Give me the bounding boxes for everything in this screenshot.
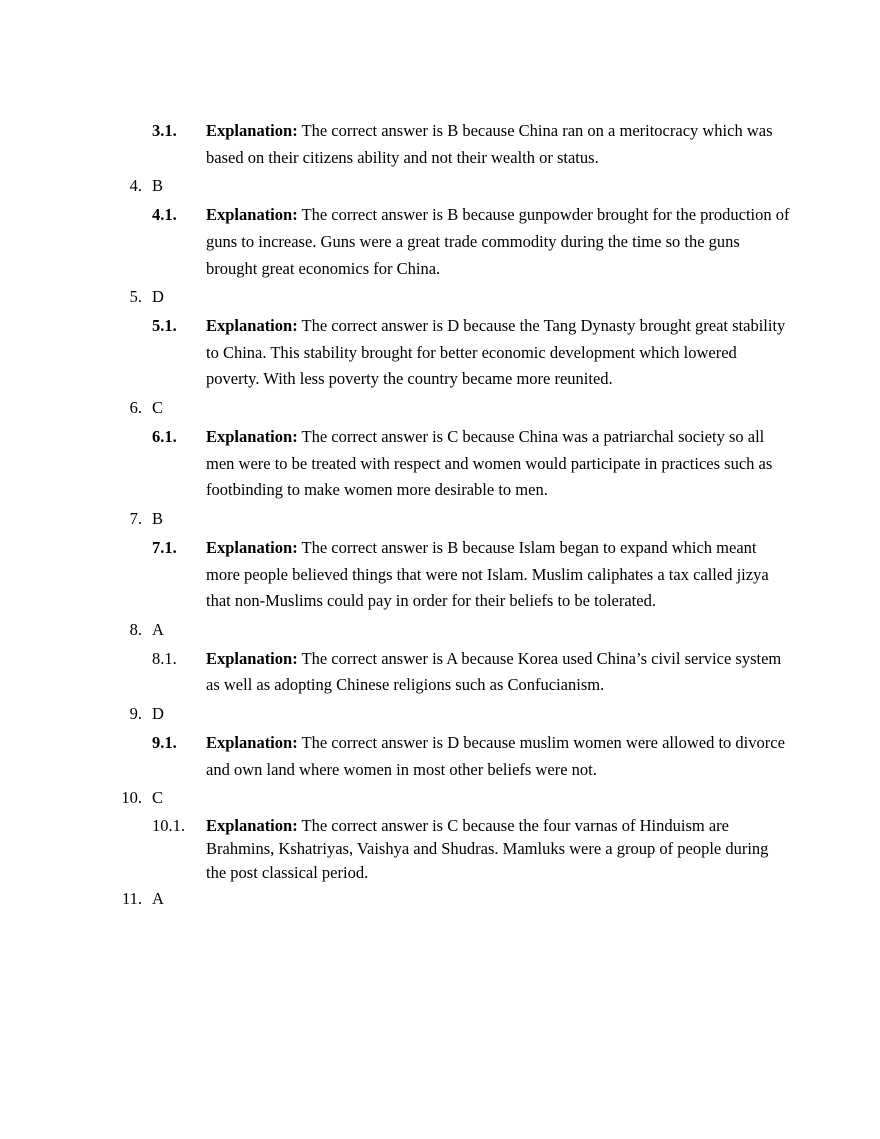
- answer-row: [90, 617, 790, 644]
- answer-letter: A: [152, 619, 164, 639]
- explanation-row: [90, 118, 790, 171]
- answer-number: 8.: [129, 619, 142, 639]
- explanation-number: 9.1.: [152, 732, 177, 752]
- explanation-label: Explanation:: [206, 426, 298, 446]
- explanation-text: The correct answer is B because gunpowder brought for the production of guns to increase. Guns were a great trade commodity during the time so the guns brought great economics for China.: [206, 205, 790, 278]
- answer-row: [90, 506, 790, 533]
- answer-key-list: [90, 118, 790, 913]
- answer-number: 6.: [129, 398, 142, 418]
- explanation-text: The correct answer is D because the Tang Dynasty brought great stability to China. This stability brought for better economic development which lowered poverty. With less poverty the country became more reunited.: [206, 316, 786, 389]
- answer-number: 4.: [129, 176, 142, 196]
- explanation-text: The correct answer is B because Islam began to expand which meant more people believed things that were not Islam. Muslim caliphates a tax called jizya that non-Muslims could pay in order for their beliefs to be tolerated.: [206, 537, 769, 611]
- answer-letter: B: [152, 176, 164, 196]
- explanation-text: The correct answer is D because muslim women were allowed to divorce and own land where women in most other beliefs were not.: [206, 732, 785, 779]
- answer-letter: D: [152, 704, 164, 724]
- answer-row: [90, 701, 790, 728]
- explanation-paragraph: [206, 313, 790, 393]
- explanation-number: 7.1.: [152, 537, 177, 557]
- answer-number: 10.: [121, 788, 142, 808]
- explanation-number: 10.1.: [152, 815, 185, 835]
- explanation-label: Explanation:: [206, 732, 298, 752]
- explanation-text: The correct answer is B because China ran on a meritocracy which was based on their citizens ability and not their wealth or status.: [206, 121, 773, 167]
- answer-number: 5.: [129, 287, 142, 307]
- answer-letter: D: [152, 287, 164, 307]
- answer-row: [90, 785, 790, 812]
- explanation-text: The correct answer is C because China was a patriarchal society so all men were to be treated with respect and women would participate in practices such as footbinding to make women more desirable to men.: [206, 426, 773, 500]
- answer-row: [90, 886, 790, 913]
- explanation-number: 8.1.: [152, 648, 177, 668]
- answer-letter: C: [152, 398, 164, 418]
- explanation-label: Explanation:: [206, 121, 298, 140]
- explanation-paragraph: [206, 424, 790, 504]
- explanation-label: Explanation:: [206, 648, 298, 668]
- explanation-number: 6.1.: [152, 426, 177, 446]
- answer-letter: A: [152, 889, 164, 909]
- explanation-number: 5.1.: [152, 316, 177, 336]
- explanation-label: Explanation:: [206, 205, 298, 225]
- explanation-row: [90, 730, 790, 783]
- answer-row: [90, 173, 790, 200]
- explanation-label: Explanation:: [206, 316, 298, 336]
- explanation-row: [90, 424, 790, 504]
- explanation-label: Explanation:: [206, 815, 298, 835]
- explanation-row: [90, 535, 790, 615]
- explanation-row: [90, 646, 790, 699]
- explanation-row: [90, 814, 790, 884]
- answer-row: [90, 284, 790, 311]
- explanation-number: 4.1.: [152, 205, 177, 225]
- explanation-number: 3.1.: [152, 121, 177, 140]
- answer-number: 9.: [129, 704, 142, 724]
- answer-letter: C: [152, 788, 164, 808]
- explanation-row: [90, 202, 790, 282]
- answer-number: 11.: [121, 889, 142, 909]
- answer-letter: B: [152, 509, 164, 529]
- answer-row: [90, 395, 790, 422]
- explanation-paragraph: [206, 730, 790, 783]
- explanation-text: The correct answer is C because the four varnas of Hinduism are Brahmins, Kshatriyas, Vaishya and Shudras. Mamluks were a group of people during the post classical period.: [206, 815, 769, 882]
- explanation-label: Explanation:: [206, 537, 298, 557]
- explanation-paragraph: [206, 202, 790, 282]
- explanation-row: [90, 313, 790, 393]
- explanation-paragraph: [206, 814, 790, 884]
- explanation-paragraph: [206, 535, 790, 615]
- explanation-paragraph: [206, 118, 790, 171]
- explanation-text: The correct answer is A because Korea used China’s civil service system as well as adopting Chinese religions such as Confucianism.: [206, 648, 782, 695]
- explanation-paragraph: [206, 646, 790, 699]
- answer-number: 7.: [129, 509, 142, 529]
